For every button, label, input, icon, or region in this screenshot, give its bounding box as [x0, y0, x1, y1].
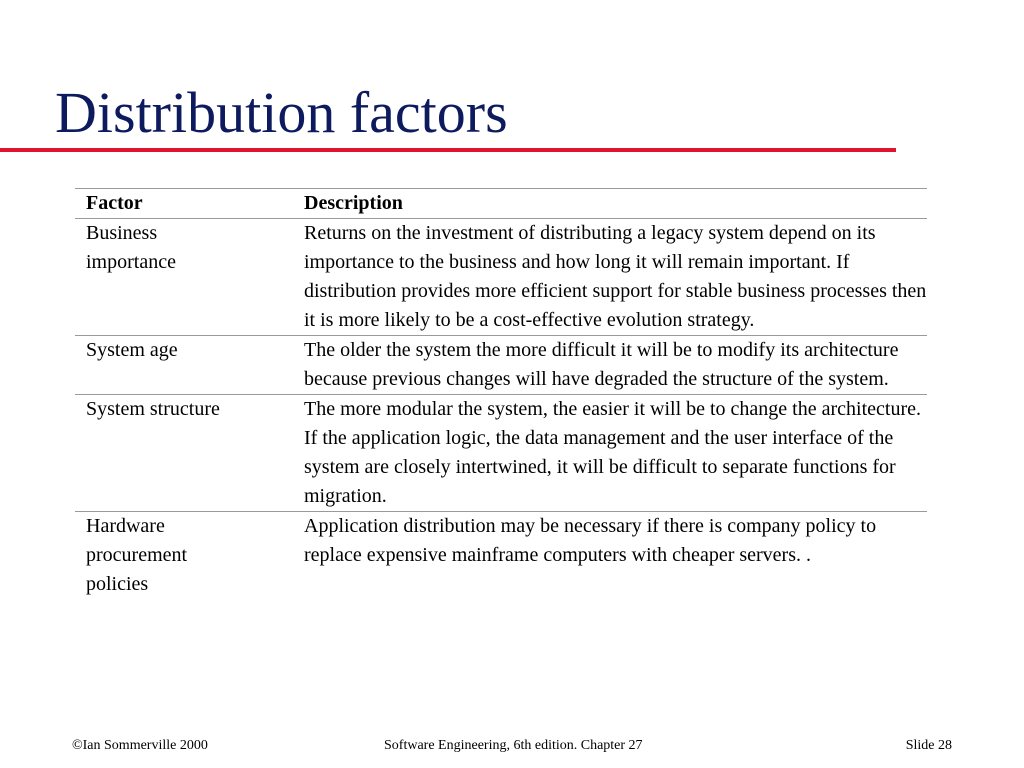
slide-title: Distribution factors — [55, 80, 508, 145]
header-factor: Factor — [75, 189, 293, 219]
table-row — [75, 512, 927, 600]
description-cell: The older the system the more difficult it will be to modify its architecture because previous changes will have degraded the structure of the system. — [293, 336, 927, 395]
factor-cell: System structure — [75, 395, 293, 512]
table-row — [75, 219, 927, 336]
description-cell: Application distribution may be necessary if there is company policy to replace expensive mainframe computers with cheaper servers. . — [304, 515, 877, 566]
factor-cell: Hardware procurement policies — [86, 515, 188, 595]
header-description: Description — [293, 189, 927, 219]
footer-copyright: ©Ian Sommerville 2000 — [72, 738, 208, 753]
title-underline — [0, 148, 896, 152]
factor-cell: Business importance — [75, 219, 293, 336]
table-header-row — [75, 189, 927, 219]
description-cell: The more modular the system, the easier it will be to change the architecture. If the application logic, the data management and the user interface of the system are closely intertwined, it will be difficult to separate functions for migration. — [293, 395, 927, 512]
footer-slide-number: Slide 28 — [905, 738, 952, 753]
description-cell: Returns on the investment of distributing a legacy system depend on its importance to the business and how long it will remain important. If distribution provides more efficient support for stable business processes then it is more likely to be a cost-effective evolution strategy. — [293, 219, 927, 336]
table-row — [75, 395, 927, 512]
factor-cell: System age — [75, 336, 293, 395]
table-row — [75, 336, 927, 395]
distribution-factors-table — [75, 188, 927, 599]
footer-book-title: Software Engineering, 6th edition. Chapter 27 — [384, 738, 643, 753]
